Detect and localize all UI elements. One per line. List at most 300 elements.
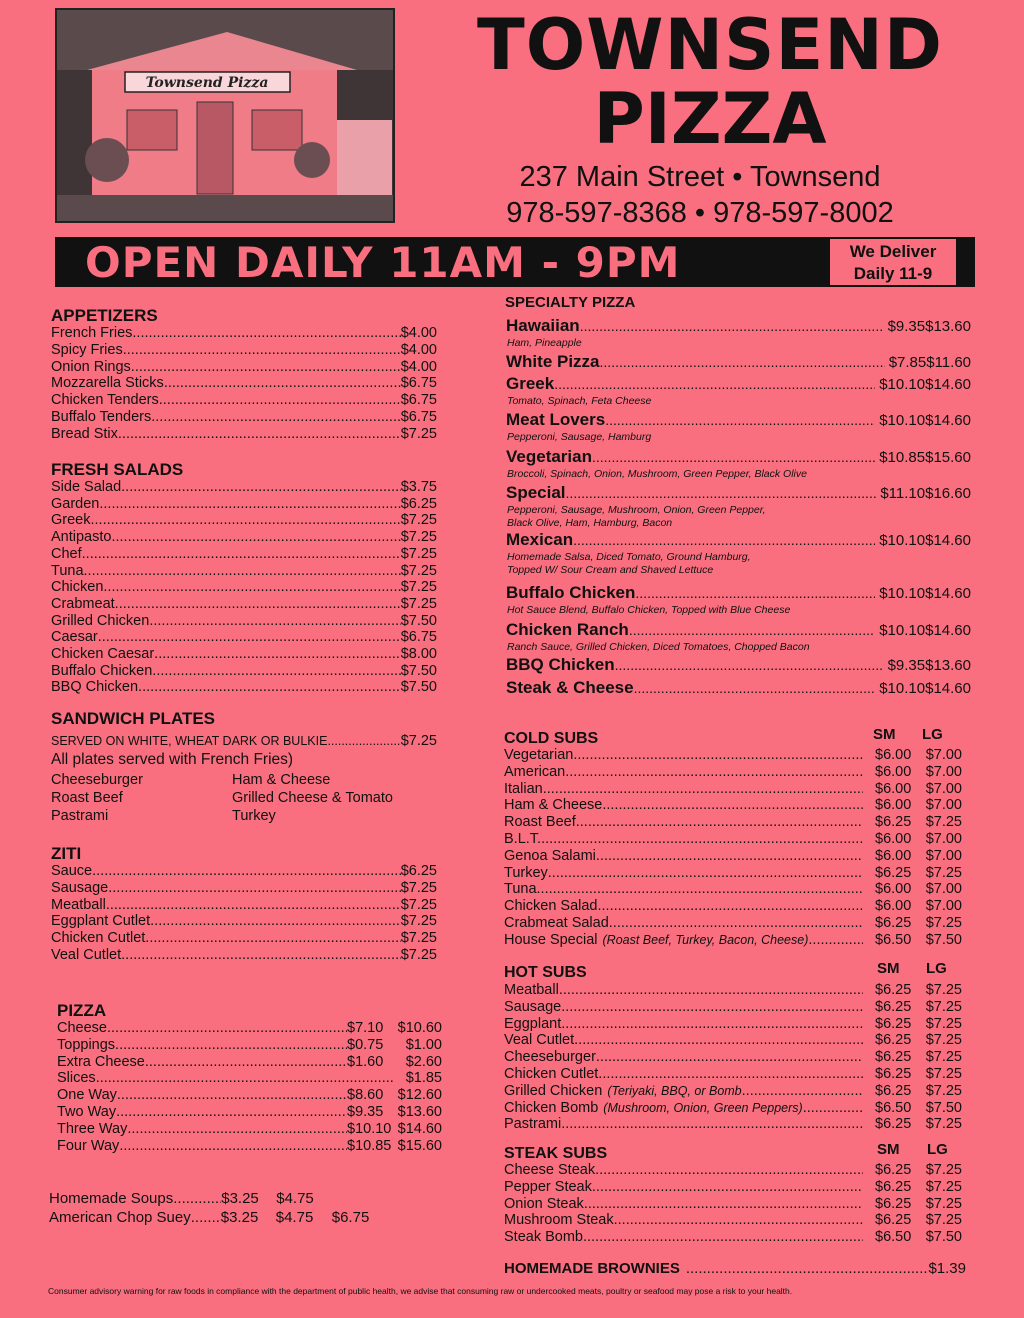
leader-dots (561, 1116, 863, 1133)
item-name: Chef (51, 545, 82, 562)
pizza-item-row (57, 1087, 442, 1104)
item-price-large: $12.60 (397, 1087, 442, 1104)
leader-dots (106, 897, 401, 914)
item-price-small: $6.25 (875, 1116, 912, 1133)
item-name: Chicken Caesar (51, 646, 155, 662)
item-price-small: $6.25 (875, 1212, 912, 1229)
item-price: $6.75 (400, 629, 437, 646)
item-name: Meatball (504, 982, 559, 998)
item-name: Special (506, 483, 566, 502)
leader-dots (600, 354, 885, 370)
size-label-large: LG (926, 960, 947, 977)
item-price-small: $11.10 (880, 485, 926, 502)
item-name: Mozzarella Sticks (51, 375, 164, 392)
menu-item-row (51, 596, 437, 613)
item-name: B.L.T. (504, 831, 542, 847)
item-name: White Pizza (506, 352, 600, 371)
item-name: Meat Lovers (506, 410, 606, 429)
item-name: Onion Rings (51, 358, 131, 375)
leader-dots (803, 1100, 863, 1117)
storefront-photo (55, 8, 395, 223)
item-price: $4.75 (276, 1190, 314, 1207)
sandwich-heading: SANDWICH PLATES (51, 709, 216, 728)
item-name: Slices (57, 1070, 96, 1087)
item-price-large: $1.00 (405, 1036, 442, 1053)
item-name: Chicken Cutlet (504, 1066, 599, 1082)
leader-dots (609, 915, 863, 932)
item-name: Toppings (57, 1036, 116, 1053)
item-price-large: $7.25 (925, 1162, 962, 1178)
leader-dots (596, 1049, 863, 1066)
cold_subs-heading: COLD SUBS (504, 730, 599, 747)
item-name: Eggplant Cutlet (51, 913, 151, 930)
item-name: Veal Cutlet (504, 1032, 575, 1049)
leader-dots (121, 947, 401, 964)
item-price-small: $6.25 (875, 982, 912, 998)
leader-dots (154, 646, 401, 663)
specialty-item-row (506, 678, 971, 700)
item-price-large: $7.25 (925, 1032, 962, 1049)
item-price-small: $6.00 (875, 847, 912, 864)
pizza-item-row (57, 1138, 442, 1155)
item-price-small: $8.60 (347, 1087, 384, 1104)
item-name: Vegetarian (504, 747, 574, 763)
item-name: Bread Stix (51, 425, 118, 442)
leader-dots (614, 1212, 863, 1229)
item-price-large: $7.00 (925, 763, 962, 780)
item-price-large: $2.60 (405, 1053, 442, 1070)
menu-item-row (51, 359, 437, 376)
menu-item-row (51, 342, 437, 359)
specialty-item-row (506, 316, 971, 338)
item-description: Broccoli, Spinach, Onion, Mushroom, Green Pepper, Black Olive (507, 468, 807, 480)
item-price-small: $0.75 (347, 1036, 384, 1053)
size-label-large: LG (927, 1141, 948, 1158)
delivery-line-1: We Deliver (849, 242, 937, 261)
pizza-item-row (57, 1037, 442, 1054)
item-note: (Mushroom, Onion, Green Peppers) (603, 1100, 803, 1115)
leader-dots (634, 680, 876, 696)
item-price-small: $6.25 (875, 1049, 912, 1066)
leader-dots (103, 579, 400, 596)
item-description: Hot Sauce Blend, Buffalo Chicken, Topped with Blue Cheese (507, 604, 791, 616)
item-price-large: $7.00 (925, 747, 962, 763)
leader-dots (151, 409, 400, 426)
leader-dots (583, 1229, 863, 1246)
menu-item-row (51, 947, 437, 964)
sub-item-row (504, 1083, 962, 1100)
leader-dots (576, 814, 863, 831)
item-price: $7.25 (400, 896, 437, 913)
item-price-large: $7.00 (925, 847, 962, 864)
brownies-row (504, 1259, 966, 1279)
leader-dots (635, 585, 875, 601)
specialty-item-row (506, 620, 971, 642)
item-price: $7.25 (400, 947, 437, 963)
leader-dots (559, 982, 863, 999)
item-name: Steak & Cheese (506, 678, 634, 697)
item-name: Cheese (57, 1020, 107, 1036)
item-price-large: $14.60 (925, 585, 971, 602)
menu-item-row (51, 913, 437, 930)
item-description: Homemade Salsa, Diced Tomato, Ground Hamburg, (507, 551, 751, 563)
item-description: Ranch Sauce, Grilled Chicken, Diced Tomatoes, Chopped Bacon (507, 641, 810, 653)
leader-dots (164, 375, 401, 392)
item-price: $3.25 (220, 1209, 259, 1226)
item-name: Two Way (57, 1104, 117, 1120)
leader-dots (602, 797, 863, 814)
item-price-small: $9.35 (887, 318, 926, 335)
storefront-illustration (57, 10, 395, 223)
item-price-small: $6.50 (875, 1099, 912, 1116)
item-price-large: $7.00 (925, 797, 962, 814)
leader-dots (327, 733, 400, 750)
item-name: Mushroom Steak (504, 1212, 614, 1229)
item-price-large: $7.50 (925, 1099, 962, 1116)
leader-dots (565, 764, 863, 781)
item-price-small: $6.25 (875, 1082, 912, 1099)
item-description: Topped W/ Sour Cream and Shaved Lettuce (507, 564, 714, 576)
leader-dots (152, 663, 400, 680)
size-label-small: SM (877, 1141, 900, 1158)
sandwich-item: Turkey (232, 808, 276, 824)
item-name: Meatball (51, 896, 106, 913)
item-price-small: $6.00 (875, 780, 912, 797)
item-price: $7.25 (400, 930, 437, 947)
size-label-large: LG (922, 726, 943, 743)
item-name: Tuna (504, 881, 537, 898)
sub-item-row (504, 1179, 962, 1196)
item-price-large: $14.60 (925, 376, 971, 393)
item-price-large: $14.60 (925, 532, 971, 549)
item-name: Veal Cutlet (51, 947, 122, 963)
item-name: Italian (504, 780, 543, 797)
item-description: Pepperoni, Sausage, Hamburg (507, 431, 652, 443)
item-name: Grilled Chicken (51, 612, 150, 629)
item-price: $7.25 (400, 879, 437, 896)
leader-dots (808, 932, 863, 949)
phone-numbers: 978-597-8368 • 978-597-8002 (506, 197, 894, 229)
leader-dots (554, 376, 875, 392)
sub-item-row (504, 1066, 962, 1083)
delivery-line-2: Daily 11-9 (853, 264, 933, 283)
item-price-large: $7.25 (925, 814, 962, 831)
item-price-small: $6.00 (875, 831, 912, 847)
item-price-large: $7.25 (925, 1066, 962, 1082)
leader-dots (598, 898, 864, 915)
leader-dots (138, 679, 401, 696)
leader-dots (629, 622, 875, 638)
item-price-small: $6.25 (875, 1178, 912, 1195)
item-price: $6.75 (400, 375, 437, 392)
leader-dots (615, 657, 884, 673)
leader-dots (108, 880, 400, 897)
item-name: Roast Beef (504, 814, 576, 831)
item-price-large: $10.60 (397, 1020, 442, 1036)
leader-dots (131, 359, 401, 376)
sandwich-item: Roast Beef (51, 790, 123, 806)
item-name: Crabmeat Salad (504, 915, 609, 931)
specialty-item-row (506, 583, 971, 605)
item-price: $7.25 (400, 579, 437, 596)
size-label-small: SM (877, 960, 900, 977)
sub-item-row (504, 747, 962, 764)
brownies-name: HOMEMADE BROWNIES (504, 1260, 680, 1277)
menu-item-row (51, 897, 437, 914)
item-price-large: $7.25 (925, 1049, 962, 1066)
item-name: Pastrami (504, 1116, 562, 1133)
leader-dots (191, 1210, 221, 1227)
leader-dots (574, 1032, 863, 1049)
steak_subs-heading: STEAK SUBS (504, 1145, 608, 1162)
item-price-small: $10.10 (879, 585, 926, 602)
menu-item-row (51, 679, 437, 696)
size-label-small: SM (873, 726, 896, 743)
sub-item-row (504, 999, 962, 1016)
item-price-large: $7.50 (925, 931, 962, 948)
item-name: Hawaiian (506, 316, 580, 335)
leader-dots (107, 1020, 347, 1037)
item-description: Black Olive, Ham, Hamburg, Bacon (507, 517, 673, 529)
item-name: Cheese Steak (504, 1162, 596, 1178)
specialty-item-row (506, 410, 971, 432)
item-name: Chicken Salad (504, 898, 598, 915)
item-name: Grilled Chicken (504, 1082, 603, 1099)
item-name: Chicken Ranch (506, 620, 629, 639)
item-name: Antipasto (51, 529, 112, 546)
item-price-small: $6.50 (875, 931, 912, 948)
leader-dots (592, 449, 875, 465)
item-name: Genoa Salami (504, 847, 596, 864)
item-name: Vegetarian (506, 447, 592, 466)
item-price-large: $11.60 (926, 354, 971, 371)
leader-dots (598, 1066, 863, 1083)
menu-item-row (51, 930, 437, 947)
item-price-large: $13.60 (925, 657, 971, 674)
consumer-advisory: Consumer advisory warning for raw foods in compliance with the department of public health, we advise that consuming raw or undercooked meats, poultry or seafood may pose a risk to your health. (48, 1286, 793, 1296)
leader-dots (145, 1054, 347, 1071)
menu-item-row (51, 663, 437, 680)
item-price-small: $6.25 (875, 1066, 912, 1082)
leader-dots (145, 930, 400, 947)
leader-dots (580, 318, 884, 334)
leader-dots (91, 512, 401, 529)
item-name: Three Way (57, 1120, 128, 1137)
item-price-large: $15.60 (397, 1137, 442, 1154)
sub-item-row (504, 915, 962, 932)
leader-dots (173, 1191, 221, 1208)
sandwich-served-text: SERVED ON WHITE, WHEAT DARK OR BULKIE (51, 734, 328, 748)
item-name: American (504, 763, 566, 780)
item-price: $7.25 (400, 512, 437, 529)
leader-dots (561, 1016, 863, 1033)
pizza-item-row (57, 1020, 442, 1037)
item-name: BBQ Chicken (51, 679, 139, 696)
item-price: $7.25 (400, 529, 437, 546)
item-price: $7.50 (400, 612, 437, 629)
sub-item-row (504, 898, 962, 915)
leader-dots (115, 1037, 347, 1054)
item-price-large: $13.60 (925, 318, 971, 335)
leader-dots (117, 1087, 347, 1104)
leader-dots (541, 831, 863, 848)
leader-dots (150, 913, 401, 930)
open-hours-text: OPEN DAILY 11AM - 9PM (85, 238, 681, 287)
leader-dots (584, 1196, 863, 1213)
leader-dots (596, 848, 863, 865)
item-price: $6.25 (400, 495, 437, 512)
item-name: Tuna (51, 562, 84, 579)
item-price-large: $7.25 (925, 1116, 962, 1133)
title-pizza: PIZZA (593, 78, 827, 160)
item-price-small: $6.25 (875, 1195, 912, 1212)
leader-dots (548, 865, 863, 882)
leader-dots (96, 1070, 393, 1087)
item-price-small: $6.00 (875, 898, 912, 915)
item-price: $6.25 (400, 863, 437, 879)
appetizers-heading: APPETIZERS (51, 306, 158, 325)
item-price-large: $7.00 (925, 831, 962, 847)
item-price-small: $6.25 (875, 864, 912, 881)
item-price-small: $6.25 (875, 998, 912, 1015)
item-note: (Teriyaki, BBQ, or Bomb (607, 1083, 742, 1098)
item-name: Greek (506, 374, 555, 393)
item-price-small: $6.25 (875, 1162, 912, 1178)
menu-item-row (51, 863, 437, 880)
menu-item-row (51, 426, 437, 443)
leader-dots (121, 479, 401, 496)
item-price-large: $14.60 (925, 680, 971, 697)
menu-item-row (51, 613, 437, 630)
pizza-item-row (57, 1054, 442, 1071)
leader-dots (543, 781, 863, 798)
menu-item-row (51, 392, 437, 409)
pizza-item-row (57, 1121, 442, 1138)
item-price-large: $7.25 (925, 1195, 962, 1212)
specialty-item-row (506, 655, 971, 677)
item-price-small: $6.25 (875, 814, 912, 831)
item-name: Chicken Bomb (504, 1099, 599, 1116)
item-price-large: $7.25 (925, 1015, 962, 1032)
leader-dots (115, 596, 401, 613)
item-price-large: $7.25 (925, 1178, 962, 1195)
leader-dots (592, 1179, 863, 1196)
item-name: Caesar (51, 629, 98, 646)
leader-dots (742, 1083, 863, 1100)
leader-dots (127, 1121, 347, 1138)
sub-item-row (504, 1100, 962, 1117)
soup-item-row (49, 1191, 449, 1208)
sub-item-row (504, 797, 962, 814)
item-price: $6.75 (400, 392, 437, 409)
menu-item-row (51, 479, 437, 496)
leader-dots (573, 747, 863, 764)
menu-item-row (51, 880, 437, 897)
menu-item-row (51, 409, 437, 426)
item-price: $8.00 (400, 646, 437, 662)
sub-item-row (504, 831, 962, 848)
item-description: Tomato, Spinach, Feta Cheese (507, 395, 652, 407)
menu-item-row (51, 512, 437, 529)
leader-dots (119, 1138, 347, 1155)
specialty-item-row (506, 447, 971, 469)
item-name: American Chop Suey (49, 1209, 191, 1226)
item-price-large: $1.85 (405, 1070, 442, 1087)
item-price-large: $7.25 (925, 1082, 962, 1099)
leader-dots (116, 1104, 347, 1121)
sandwich-item: Pastrami (51, 808, 109, 824)
item-price-large: $7.00 (925, 898, 962, 915)
sub-item-row (504, 1049, 962, 1066)
specialty-item-row (506, 352, 971, 374)
sub-item-row (504, 848, 962, 865)
item-name: French Fries (51, 325, 133, 341)
sub-item-row (504, 881, 962, 898)
item-name: Sausage (504, 998, 562, 1015)
item-name: Ham & Cheese (504, 797, 603, 814)
item-name: Sauce (51, 863, 93, 879)
menu-item-row (51, 529, 437, 546)
item-name: Mexican (506, 530, 574, 549)
menu-item-row (51, 375, 437, 392)
leader-dots (595, 1162, 863, 1179)
item-price-large: $7.25 (925, 915, 962, 931)
sub-item-row (504, 1116, 962, 1133)
storefront-sign-text: Townsend Pizza (145, 75, 269, 91)
menu-item-row (51, 563, 437, 580)
item-name: Buffalo Chicken (51, 662, 153, 679)
item-price: $4.00 (400, 341, 437, 358)
leader-dots (561, 999, 863, 1016)
item-name: Buffalo Chicken (506, 583, 636, 602)
item-price: $6.75 (400, 409, 437, 425)
item-price-small: $10.85 (347, 1137, 392, 1154)
menu-item-row (51, 325, 437, 342)
leader-dots (573, 532, 875, 548)
item-name: One Way (57, 1087, 117, 1104)
item-name: Crabmeat (51, 595, 115, 612)
item-price-small: $6.00 (875, 881, 912, 898)
item-price-large: $15.60 (925, 449, 971, 466)
item-price: $6.75 (331, 1209, 370, 1226)
item-price-small: $9.35 (347, 1104, 384, 1120)
item-price-large: $7.25 (925, 998, 962, 1015)
sub-item-row (504, 1032, 962, 1049)
menu-item-row (51, 496, 437, 513)
menu-item-row (51, 646, 437, 663)
leader-dots (605, 412, 875, 428)
menu-item-row (51, 579, 437, 596)
salads-heading: FRESH SALADS (51, 460, 184, 479)
item-price: $4.00 (400, 358, 437, 375)
sandwich-item: Grilled Cheese & Tomato (232, 790, 393, 806)
sub-item-row (504, 1196, 962, 1213)
item-price: $7.25 (400, 913, 437, 930)
item-price-large: $14.60 (397, 1120, 442, 1137)
item-price-small: $10.85 (879, 449, 926, 466)
sub-item-row (504, 1212, 962, 1229)
item-price: $7.50 (400, 662, 437, 679)
item-price: $3.75 (400, 479, 437, 495)
leader-dots (99, 496, 400, 513)
item-name: Sausage (51, 879, 109, 896)
leader-dots (123, 342, 401, 359)
leader-dots (84, 563, 401, 580)
item-price-large: $14.60 (925, 622, 971, 639)
item-name: Side Salad (51, 479, 122, 495)
item-name: Chicken Cutlet (51, 930, 146, 947)
specialty-item-row (506, 374, 971, 396)
